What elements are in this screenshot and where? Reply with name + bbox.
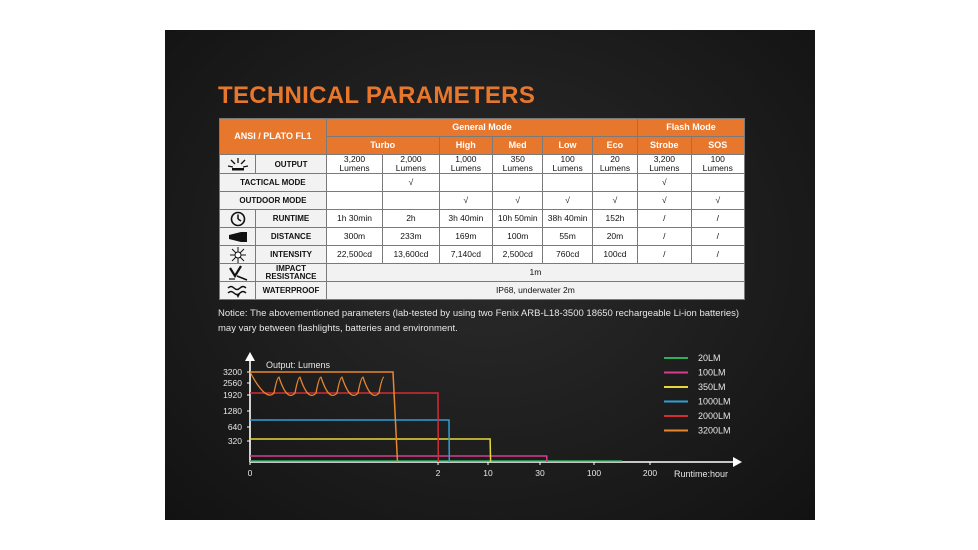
runtime-cell: 3h 40min <box>439 210 492 228</box>
runtime-cell: 10h 50min <box>493 210 543 228</box>
outdoor-cell: √ <box>638 192 691 210</box>
y-tick-label: 320 <box>227 436 242 446</box>
distance-cell: 169m <box>439 228 492 246</box>
table-corner-label: ANSI / PLATO FL1 <box>220 119 327 155</box>
legend-label-100lm: 100LM <box>698 367 726 378</box>
output-turbo-value: 3,200 Lumens <box>339 154 370 173</box>
tactical-mode-label: TACTICAL MODE <box>220 174 327 192</box>
x-tick-label: 200 <box>642 468 658 478</box>
y-axis-arrow <box>245 352 255 361</box>
x-tick-label: 2 <box>435 468 441 478</box>
x-axis-arrow <box>733 457 742 467</box>
y-axis-title: Output: Lumens <box>266 360 331 370</box>
outdoor-mode-label: OUTDOOR MODE <box>220 192 327 210</box>
tactical-cell: √ <box>383 174 439 192</box>
series-line-350lm <box>250 439 491 462</box>
distance-cell: 100m <box>493 228 543 246</box>
general-mode-header: General Mode <box>326 119 637 137</box>
legend-label-20lm: 20LM <box>698 353 721 363</box>
output-high-value: 1,000 Lumens <box>450 154 481 173</box>
outdoor-cell: √ <box>592 192 637 210</box>
distance-cell: / <box>691 228 744 246</box>
output-label: OUTPUT <box>256 155 327 174</box>
distance-cell: 233m <box>383 228 439 246</box>
runtime-cell: / <box>638 210 691 228</box>
outdoor-cell: √ <box>439 192 492 210</box>
runtime-cell: 152h <box>592 210 637 228</box>
legend-label-1000lm: 1000LM <box>698 396 731 407</box>
outdoor-cell: √ <box>493 192 543 210</box>
series-line-2000lm <box>250 393 438 462</box>
outdoor-cell: √ <box>691 192 744 210</box>
distance-cell: 55m <box>543 228 592 246</box>
runtime-cell: 38h 40min <box>543 210 592 228</box>
waterproof-value: IP68, underwater 2m <box>326 282 744 300</box>
legend-label-2000lm: 2000LM <box>698 411 731 421</box>
notice-text: Notice: The abovementioned parameters (lab-tested by using two Fenix ARB-L18-3500 18650 rechargeable Li-ion batteries) may vary between flashlights, batteries and environment. <box>218 308 740 334</box>
intensity-cell: 22,500cd <box>326 246 382 264</box>
intensity-cell: 760cd <box>543 246 592 264</box>
x-tick-label: 100 <box>586 468 602 478</box>
mode-strobe: Strobe <box>638 137 691 155</box>
outdoor-cell: √ <box>543 192 592 210</box>
output-turbo-2-value: 2,000 Lumens <box>395 154 427 173</box>
output-med-value: 350 Lumens <box>502 154 533 173</box>
x-tick-label: 0 <box>247 468 253 478</box>
impact-label-line1: IMPACT <box>275 263 307 273</box>
y-tick-label: 1280 <box>223 406 242 416</box>
intensity-cell: 7,140cd <box>439 246 492 264</box>
output-strobe-value: 3,200 Lumens <box>649 154 680 173</box>
x-tick-label: 30 <box>535 468 545 478</box>
y-tick-label: 640 <box>227 422 242 432</box>
mode-high: High <box>439 137 492 155</box>
intensity-cell: 100cd <box>592 246 637 264</box>
page-title: TECHNICAL PARAMETERS <box>218 82 536 109</box>
runtime-cell: 2h <box>383 210 439 228</box>
distance-cell: 300m <box>326 228 382 246</box>
mode-eco: Eco <box>592 137 637 155</box>
legend-label-3200lm: 3200LM <box>698 425 731 436</box>
output-low-value: 100 Lumens <box>552 154 583 173</box>
intensity-label: INTENSITY <box>256 246 327 264</box>
impact-value: 1m <box>326 264 744 282</box>
distance-label: DISTANCE <box>256 228 327 246</box>
y-tick-label: 2560 <box>223 378 242 388</box>
flash-mode-header: Flash Mode <box>638 119 745 137</box>
x-tick-label: 10 <box>483 468 493 478</box>
legend-label-350lm: 350LM <box>698 382 726 392</box>
intensity-cell: / <box>691 246 744 264</box>
tactical-cell: √ <box>638 174 691 192</box>
mode-sos: SOS <box>691 137 745 155</box>
runtime-cell: 1h 30min <box>326 210 382 228</box>
mode-low: Low <box>543 137 592 155</box>
output-sos-value: 100 Lumens <box>702 154 733 173</box>
output-eco-value: 20 Lumens <box>599 154 631 173</box>
intensity-cell: / <box>638 246 691 264</box>
intensity-cell: 2,500cd <box>493 246 543 264</box>
intensity-cell: 13,600cd <box>383 246 439 264</box>
impact-label-line2: RESISTANCE <box>265 271 317 281</box>
series-cycle-3200lm <box>250 372 384 395</box>
y-tick-label: 3200 <box>223 367 242 377</box>
waterproof-label: WATERPROOF <box>256 282 327 300</box>
mode-turbo: Turbo <box>326 137 439 155</box>
mode-med: Med <box>492 137 542 155</box>
distance-cell: 20m <box>592 228 637 246</box>
runtime-cell: / <box>691 210 744 228</box>
y-tick-label: 1920 <box>223 390 242 400</box>
x-axis-title: Runtime:hour <box>674 469 729 479</box>
distance-cell: / <box>638 228 691 246</box>
runtime-label: RUNTIME <box>256 210 327 228</box>
